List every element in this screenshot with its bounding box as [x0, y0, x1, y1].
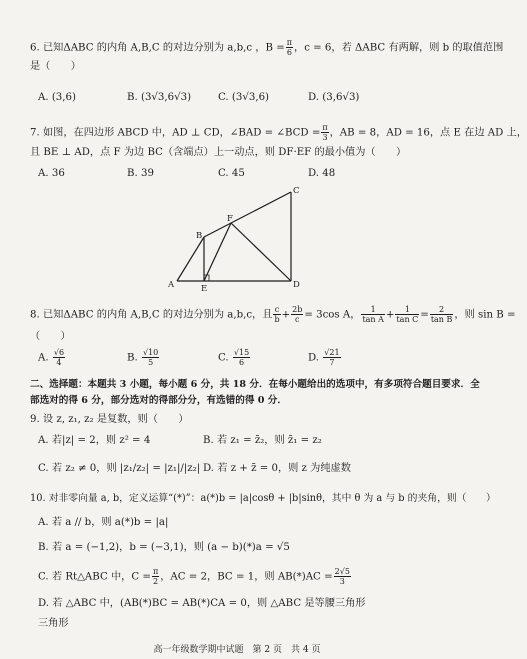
q10-option-a: A. 若 a // b，则 a(*)b = |a| — [38, 517, 169, 528]
q7-angle-fraction: $\frac{\pi}{3}$ — [322, 123, 328, 142]
q6-option-a: A. (3,6) — [38, 92, 76, 103]
q6-stem-line2: 是（ ） — [30, 61, 81, 72]
label-f: F — [227, 214, 233, 224]
label-b: B — [196, 231, 203, 241]
label-d: D — [293, 280, 300, 290]
q8-option-c: C. $\frac{√15}{6}$ — [218, 348, 250, 367]
q8-frac-1-over-tana: $\frac{1}{\text{tan A}}$ — [362, 305, 384, 324]
q10-option-d-cont: 三角形 — [38, 618, 69, 629]
q8-option-b: B. $\frac{√10}{5}$ — [127, 348, 159, 367]
q10-option-c: C. 若 Rt△ABC 中，C = $\frac{\pi}{2}$ ，AC = 2，BC = 1，则 AB(*)AC = $\frac{2√5}{3}$ — [38, 567, 350, 586]
q7-option-c: C. 45 — [218, 168, 245, 179]
segment-ef — [204, 223, 231, 281]
section2-instructions-line1: 二、选择题：本题共 3 小题，每小题 6 分，共 18 分．在每小题给出的选项中，有多项符合题目要求．全 — [30, 379, 480, 390]
q10-option-b: B. 若 a = (−1,2)，b = (−3,1)，则 (a − b)(*)a = √5 — [38, 542, 290, 553]
q9-stem: 9. 设 z, z₁, z₂ 是复数，则（ ） — [30, 414, 189, 425]
q7-option-a: A. 36 — [38, 168, 65, 179]
q9-option-c: C. 若 z₂ ≠ 0，则 |z₁/z₂| = |z₁|/|z₂| — [38, 463, 201, 474]
q10-stem: 10. 对非零向量 a, b，定义运算“(*)”：a(*)b = |a|cosθ + |b|sinθ，其中 θ 为 a 与 b 的夹角，则（ ） — [30, 493, 496, 504]
q8-frac-c-over-b: $\frac{c}{b}$ — [274, 305, 280, 324]
q8-stem-line2: （ ） — [30, 331, 71, 342]
label-c: C — [293, 186, 300, 196]
q10-option-d: D. 若 △ABC 中，(AB(*)BC = AB(*)CA = 0，则 △ABC 是等腰三角形 — [38, 598, 366, 609]
section2-instructions-line2: 部选对的得 6 分，部分选对的得部分分，有选错的得 0 分． — [30, 395, 287, 406]
q8-option-d: D. $\frac{√21}{7}$ — [308, 348, 340, 367]
label-a: A — [168, 280, 175, 290]
q7-quadrilateral-figure — [165, 183, 305, 295]
page-footer: 高一年级数学期中试题 第 2 页 共 4 页 — [153, 645, 321, 655]
q6-stem-line1: 6. 已知ΔABC 的内角 A,B,C 的对边分别为 a,b,c ，B = $\frac{\pi}{6}$ ，c = 6，若 ΔABC 有两解，则 b 的取值范围 — [30, 38, 504, 57]
edge-bc — [204, 192, 291, 237]
q6-option-b: B. (3√3,6√3) — [127, 92, 192, 103]
q6-option-c: C. (3√3,6) — [218, 92, 270, 103]
q9-option-b: B. 若 z₁ = z̄₂，则 z̄₁ = z₂ — [203, 435, 322, 446]
q8-option-a: A. $\frac{√6}{4}$ — [38, 348, 65, 367]
label-e: E — [201, 284, 208, 294]
q9-option-d: D. 若 z + z̄ = 0，则 z 为纯虚数 — [203, 463, 351, 474]
q8-stem-line1: 8. 已知ΔABC 的内角 A,B,C 的对边分别为 a,b,c，且 $\frac{c}{b}$ + $\frac{2b}{c}$ = 3cos A， $\frac{1}{\text{tan A}}$ + $\frac{1}{\text{tan C}}$ = $\frac{2}{\text{tan B}}$ ，则 sin B = — [30, 305, 516, 324]
q8-frac-1-over-tanc: $\frac{1}{\text{tan C}}$ — [396, 305, 419, 324]
q8-frac-2b-over-c: $\frac{2b}{c}$ — [292, 305, 303, 324]
q8-frac-2-over-tanb: $\frac{2}{\text{tan B}}$ — [430, 305, 453, 324]
q7-option-d: D. 48 — [308, 168, 336, 179]
q7-stem-line1: 7. 如图，在四边形 ABCD 中，AD ⊥ CD，∠BAD = ∠BCD = $\frac{\pi}{3}$ ，AB = 8，AD = 16，点 E 在边 AD 上， — [30, 123, 527, 142]
q7-stem-line2: 且 BE ⊥ AD，点 F 为边 BC（含端点）上一动点，则 DF·EF 的最小值为（ ） — [30, 147, 407, 158]
edge-ab — [177, 237, 204, 281]
q6-angle-fraction: $\frac{\pi}{6}$ — [286, 38, 293, 57]
segment-df — [231, 223, 291, 281]
q7-option-b: B. 39 — [127, 168, 154, 179]
q6-option-d: D. (3,6√3) — [308, 92, 360, 103]
q9-option-a: A. 若|z| = 2，则 z² = 4 — [38, 435, 151, 446]
